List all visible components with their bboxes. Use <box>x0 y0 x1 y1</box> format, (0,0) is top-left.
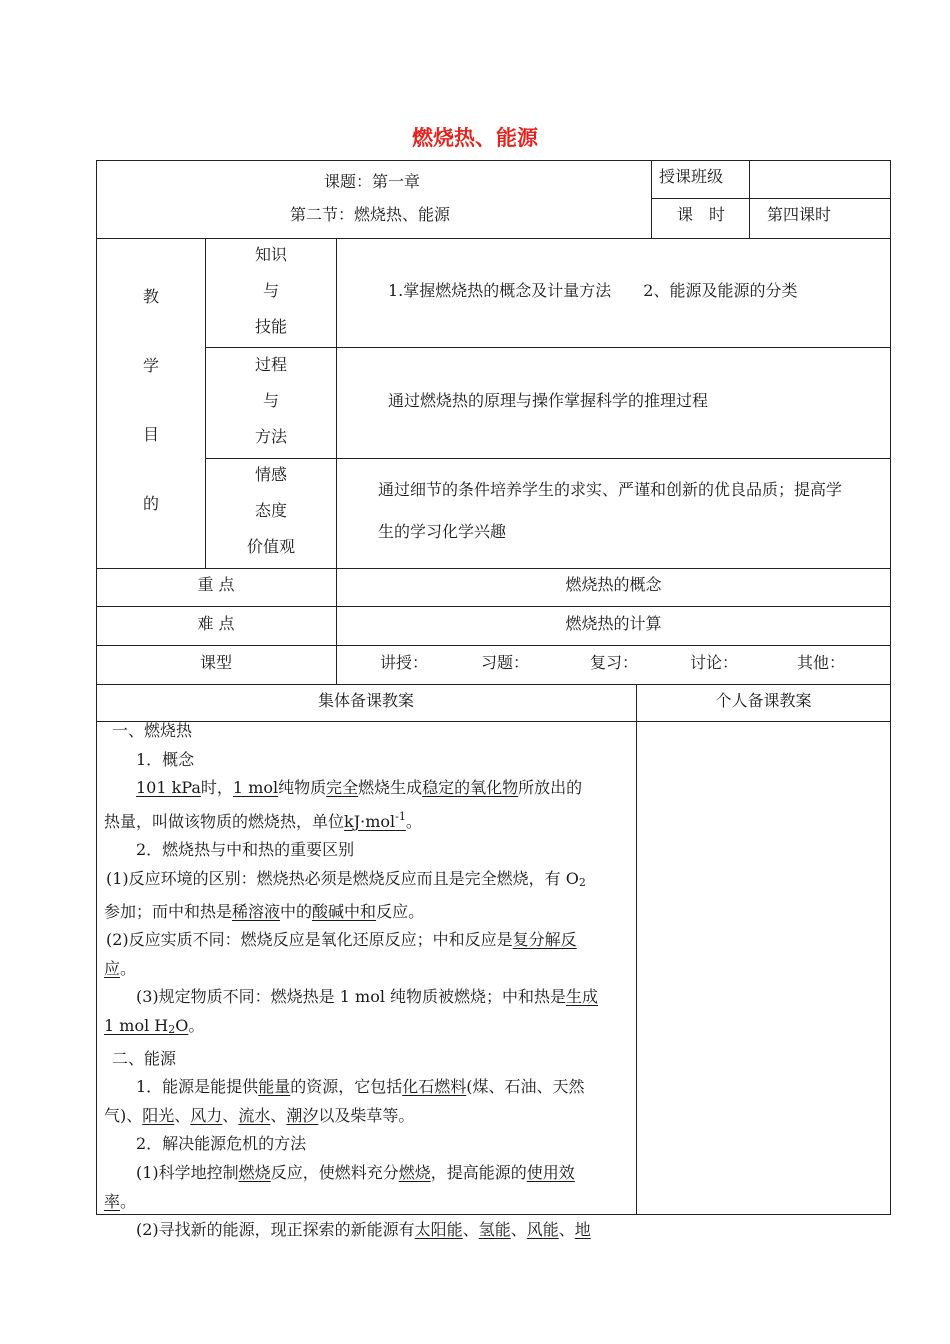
process-label: 方法 <box>254 427 287 446</box>
method-item: (1)科学地控制燃烧反应，使燃料充分燃烧，提高能源的使用效 <box>136 1162 575 1182</box>
lesson-type-option: 讨论： <box>690 653 739 672</box>
process-label: 与 <box>262 391 279 410</box>
collective-plan-header: 集体备课教案 <box>317 691 414 710</box>
subheading: 2．解决能源危机的方法 <box>136 1134 307 1154</box>
subheading: 2．燃烧热与中和热的重要区别 <box>136 840 355 860</box>
difference-item: (1)反应环境的区别：燃烧热必须是燃烧反应而且是完全燃烧，有 O2 <box>106 868 586 889</box>
plan-divider <box>636 684 637 1214</box>
difficulty-label: 难 点 <box>197 614 235 633</box>
objectives-side-label: 教 <box>143 287 160 306</box>
class-label: 授课班级 <box>659 167 724 186</box>
attitude-label: 情感 <box>254 465 287 484</box>
section-heading: 一、燃烧热 <box>112 721 193 740</box>
knowledge-label: 知识 <box>254 245 287 264</box>
process-content: 通过燃烧热的原理与操作掌握科学的推理过程 <box>388 391 709 410</box>
objectives-divider <box>205 458 890 459</box>
energy-item: 气)、阳光、风力、流水、潮汐以及柴草等。 <box>104 1105 415 1125</box>
lesson-type-option: 复习： <box>590 653 639 672</box>
method-item: (2)寻找新的能源，现正探索的新能源有太阳能、氢能、风能、地 <box>136 1220 591 1240</box>
key-point-value: 燃烧热的概念 <box>565 575 662 594</box>
objectives-side-label: 目 <box>143 425 160 444</box>
lesson-type-option: 其他： <box>797 653 846 672</box>
difference-item: (2)反应实质不同：燃烧反应是氧化还原反应；中和反应是复分解反 <box>106 930 577 950</box>
difference-item: (3)规定物质不同：燃烧热是 1 mol 纯物质被燃烧；中和热是生成 <box>136 987 599 1007</box>
method-item: 率。 <box>104 1191 137 1211</box>
difference-item: 参加；而中和热是稀溶液中的酸碱中和反应。 <box>104 901 425 921</box>
header-divider <box>651 160 652 238</box>
difficulty-value: 燃烧热的计算 <box>565 614 662 633</box>
row-divider <box>96 645 890 646</box>
objectives-side-label: 学 <box>143 356 160 375</box>
section-heading: 二、能源 <box>112 1048 177 1068</box>
lesson-topic: 课题：第一章 <box>324 172 421 191</box>
attitude-content: 生的学习化学兴趣 <box>378 522 507 541</box>
definition: 热量，叫做该物质的燃烧热，单位kJ·mol$^{-1}$。 <box>104 809 422 831</box>
lesson-section: 第二节：燃烧热、能源 <box>290 205 451 224</box>
key-point-label: 重 点 <box>197 575 235 594</box>
row-divider <box>96 684 890 685</box>
row-divider <box>96 568 890 569</box>
energy-item: 1．能源是能提供能量的资源，它包括化石燃料(煤、石油、天然 <box>136 1077 585 1097</box>
lesson-type-option: 讲授： <box>380 653 429 672</box>
process-label: 过程 <box>254 355 287 374</box>
lesson-type-label: 课型 <box>199 653 232 672</box>
period-label: 课 时 <box>677 205 726 224</box>
knowledge-label: 技能 <box>254 317 287 336</box>
objectives-side-label: 的 <box>143 494 160 513</box>
header-divider <box>651 198 890 199</box>
page-title: 燃烧热、能源 <box>412 126 538 150</box>
subheading: 1．概念 <box>136 749 195 769</box>
knowledge-label: 与 <box>262 281 279 300</box>
period-value: 第四课时 <box>767 205 832 224</box>
personal-plan-header: 个人备课教案 <box>715 691 812 710</box>
header-table <box>96 160 891 239</box>
attitude-label: 价值观 <box>246 537 295 556</box>
definition: 101 kPa时，1 mol纯物质完全燃烧生成稳定的氧化物所放出的 <box>136 778 583 798</box>
knowledge-content: 1.掌握燃烧热的概念及计量方法 2、能源及能源的分类 <box>388 281 798 300</box>
attitude-label: 态度 <box>254 501 287 520</box>
header-divider <box>749 160 750 238</box>
row-divider <box>96 606 890 607</box>
lesson-type-option: 习题： <box>481 653 530 672</box>
difference-item: 应。 <box>104 958 137 978</box>
objectives-divider <box>205 347 890 348</box>
lesson-body <box>104 717 628 1245</box>
difference-item: 1 mol H2O。 <box>104 1015 205 1036</box>
attitude-content: 通过细节的条件培养学生的求实、严谨和创新的优良品质；提高学 <box>378 480 843 499</box>
